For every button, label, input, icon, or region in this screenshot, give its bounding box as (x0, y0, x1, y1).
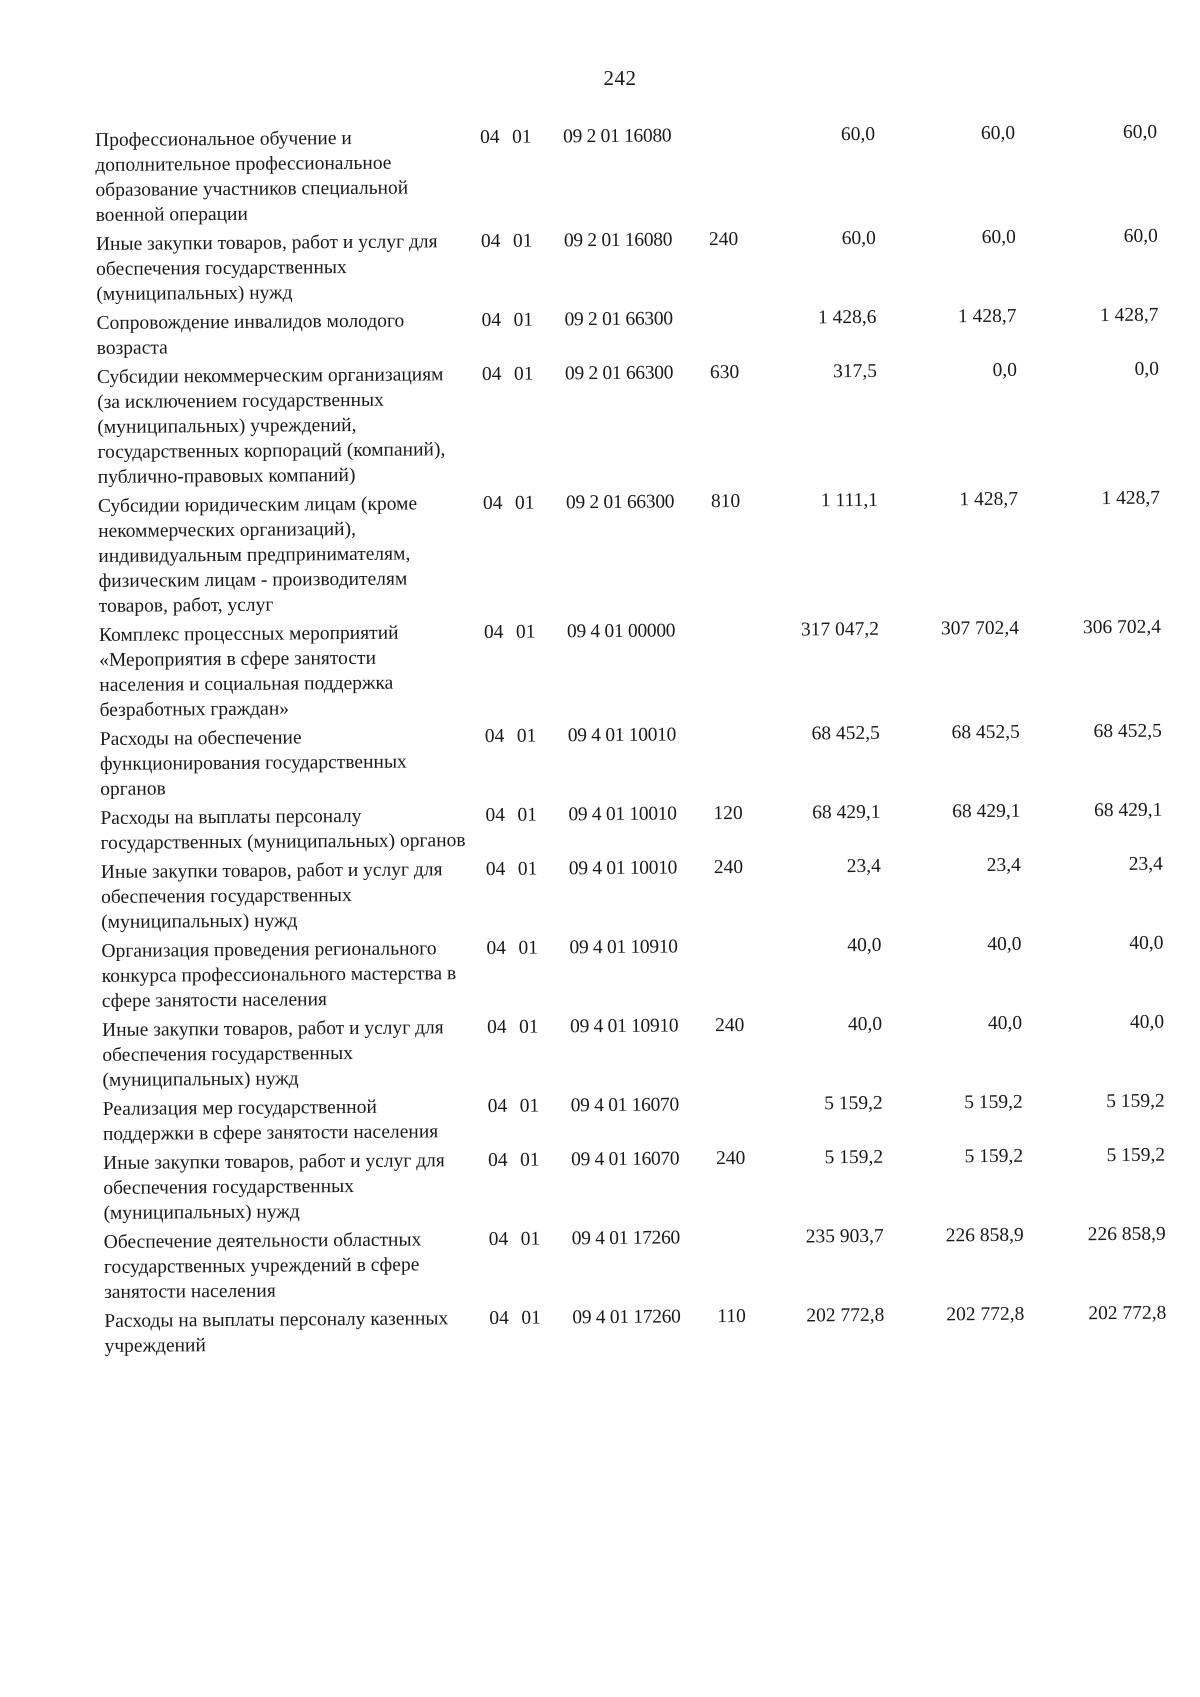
row-amount-year-3: 60,0 (1123, 225, 1158, 247)
row-expense-type: 630 (709, 361, 740, 384)
row-amount-year-3: 40,0 (1129, 932, 1164, 954)
row-name: Субсидии некоммерческим организациям (за исключением государственных (муниципальных) учреждений, государственных корпораций (компаний), публично-правовых компаний) (96, 364, 446, 488)
row-subsection: 01 (518, 1016, 539, 1038)
row-subsection: 01 (519, 1095, 540, 1117)
row-name: Профессиональное обучение и дополнительное профессиональное образование участников специальной военной операции (95, 127, 409, 226)
row-amount-year-2: 0,0 (992, 359, 1018, 381)
table-row (98, 486, 1179, 619)
row-subsection: 01 (518, 937, 539, 959)
row-amount-year-3: 226 858,9 (1087, 1223, 1166, 1246)
row-amount-year-3: 306 702,4 (1082, 616, 1162, 639)
table-row (100, 797, 1180, 855)
row-section: 04 (488, 1228, 509, 1250)
row-section: 04 (486, 937, 507, 959)
table-row (95, 120, 1176, 228)
table-row (104, 1300, 1184, 1358)
table-row (102, 1009, 1183, 1092)
row-subsection: 01 (516, 725, 537, 747)
row-amount-year-1: 60,0 (841, 227, 876, 250)
row-subsection: 01 (514, 492, 535, 514)
row-name: Субсидии юридическим лицам (кроме некоммерческих организаций), индивидуальным предпринимателям, физическим лицам - производителям товаров, работ, услуг (97, 493, 418, 617)
row-name: Обеспечение деятельности областных государственных учреждений в сфере занятости населения (103, 1229, 422, 1303)
row-amount-year-2: 60,0 (980, 122, 1016, 145)
row-name: Иные закупки товаров, работ и услуг для обеспечения государственных (муниципальных) нужд (100, 859, 443, 933)
row-target-code: 09 4 01 10010 (568, 857, 678, 880)
table-row (103, 1142, 1184, 1225)
row-amount-year-3: 5 159,2 (1106, 1144, 1166, 1167)
row-amount-year-1: 68 429,1 (812, 801, 881, 824)
row-amount-year-1: 1 428,6 (817, 306, 877, 329)
budget-table (95, 120, 1185, 1363)
row-target-code: 09 4 01 16070 (570, 1094, 680, 1117)
row-target-code: 09 2 01 16080 (563, 125, 672, 148)
row-amount-year-1: 317 047,2 (800, 618, 880, 641)
row-name: Расходы на выплаты персоналу казенных учреждений (104, 1308, 449, 1357)
row-amount-year-3: 60,0 (1122, 121, 1158, 143)
row-section: 04 (488, 1149, 508, 1171)
row-amount-year-1: 317,5 (832, 360, 878, 383)
row-amount-year-3: 40,0 (1129, 1011, 1165, 1033)
row-section: 04 (485, 804, 505, 826)
row-amount-year-2: 40,0 (987, 933, 1022, 956)
row-expense-type: 240 (716, 1147, 746, 1170)
row-amount-year-3: 1 428,7 (1101, 487, 1161, 510)
row-target-code: 09 4 01 17260 (571, 1227, 681, 1250)
table-row (104, 1221, 1185, 1304)
row-expense-type: 810 (710, 490, 741, 513)
row-amount-year-3: 0,0 (1134, 358, 1160, 380)
row-subsection: 01 (517, 804, 537, 826)
row-subsection: 01 (513, 363, 534, 385)
row-amount-year-1: 40,0 (847, 1013, 883, 1036)
row-amount-year-1: 40,0 (847, 934, 882, 957)
row-subsection: 01 (520, 1228, 541, 1250)
row-target-code: 09 4 01 16070 (571, 1148, 680, 1171)
page-number: 242 (603, 66, 637, 90)
row-subsection: 01 (521, 1307, 541, 1329)
row-section: 04 (480, 126, 500, 148)
row-amount-year-2: 202 772,8 (946, 1303, 1025, 1326)
row-amount-year-1: 23,4 (846, 855, 881, 878)
row-amount-year-3: 202 772,8 (1088, 1302, 1167, 1325)
row-section: 04 (487, 1095, 508, 1117)
row-amount-year-1: 5 159,2 (824, 1146, 884, 1169)
row-subsection: 01 (517, 858, 538, 880)
row-amount-year-2: 68 429,1 (952, 800, 1021, 823)
row-expense-type: 120 (713, 802, 743, 825)
row-name: Расходы на выплаты персоналу государственных (муниципальных) органов (100, 805, 466, 854)
row-subsection: 01 (512, 126, 532, 148)
table-row (96, 224, 1177, 307)
row-name: Реализация мер государственной поддержки в сфере занятости населения (102, 1096, 439, 1145)
row-target-code: 09 2 01 66300 (564, 362, 674, 385)
row-target-code: 09 4 01 10910 (569, 936, 678, 959)
row-section: 04 (481, 363, 502, 385)
row-amount-year-2: 1 428,7 (959, 488, 1019, 511)
row-section: 04 (481, 309, 502, 331)
row-expense-type: 110 (717, 1305, 746, 1328)
row-subsection: 01 (515, 621, 536, 643)
row-amount-year-1: 68 452,5 (811, 722, 880, 745)
row-amount-year-3: 68 429,1 (1094, 799, 1163, 822)
row-amount-year-1: 60,0 (840, 123, 876, 146)
row-expense-type: 240 (714, 1014, 745, 1037)
table-row (100, 718, 1181, 801)
row-section: 04 (480, 230, 501, 252)
row-name: Иные закупки товаров, работ и услуг для обеспечения государственных (муниципальных) нужд (103, 1150, 445, 1224)
row-subsection: 01 (512, 230, 533, 252)
row-name: Иные закупки товаров, работ и услуг для обеспечения государственных (муниципальных) нужд (95, 231, 438, 305)
row-subsection: 01 (513, 309, 534, 331)
table-row (101, 930, 1182, 1013)
row-amount-year-3: 68 452,5 (1093, 720, 1162, 743)
row-name: Иные закупки товаров, работ и услуг для обеспечения государственных (муниципальных) нужд (102, 1017, 444, 1091)
row-amount-year-1: 235 903,7 (805, 1225, 884, 1248)
row-expense-type: 240 (713, 856, 744, 879)
row-target-code: 09 4 01 10010 (568, 803, 677, 826)
row-section: 04 (489, 1307, 509, 1329)
row-expense-type: 240 (708, 228, 739, 251)
row-section: 04 (485, 858, 506, 880)
row-amount-year-2: 68 452,5 (951, 721, 1020, 744)
row-target-code: 09 2 01 66300 (565, 491, 675, 514)
row-amount-year-2: 307 702,4 (940, 617, 1020, 640)
row-target-code: 09 2 01 16080 (563, 229, 673, 252)
row-name: Расходы на обеспечение функционирования государственных органов (99, 727, 407, 800)
row-amount-year-3: 5 159,2 (1106, 1090, 1165, 1113)
row-amount-year-2: 5 159,2 (964, 1145, 1024, 1168)
row-amount-year-2: 60,0 (981, 226, 1016, 249)
row-amount-year-1: 1 111,1 (820, 489, 879, 512)
row-amount-year-1: 5 159,2 (824, 1092, 883, 1115)
row-amount-year-2: 226 858,9 (945, 1224, 1024, 1247)
row-subsection: 01 (520, 1149, 540, 1171)
row-amount-year-3: 1 428,7 (1099, 304, 1159, 327)
row-amount-year-2: 23,4 (986, 854, 1021, 877)
row-target-code: 09 4 01 10910 (569, 1015, 679, 1038)
row-target-code: 09 2 01 66300 (564, 308, 673, 331)
row-section: 04 (484, 725, 505, 747)
table-row (96, 303, 1176, 361)
row-target-code: 09 4 01 10010 (567, 724, 677, 747)
table-row (101, 851, 1182, 934)
table-row (103, 1088, 1183, 1146)
row-section: 04 (483, 621, 504, 643)
row-amount-year-3: 23,4 (1128, 853, 1163, 875)
row-amount-year-2: 5 159,2 (964, 1091, 1023, 1114)
row-amount-year-2: 40,0 (987, 1012, 1023, 1035)
row-target-code: 09 4 01 00000 (566, 620, 676, 643)
row-amount-year-1: 202 772,8 (806, 1304, 885, 1327)
row-target-code: 09 4 01 17260 (572, 1306, 681, 1329)
row-name: Комплекс процессных мероприятий «Мероприятия в сфере занятости населения и социальная поддержка безработных граждан» (98, 622, 399, 721)
row-name: Сопровождение инвалидов молодого возраста (96, 310, 405, 359)
row-amount-year-2: 1 428,7 (957, 305, 1017, 328)
table-row (99, 615, 1180, 723)
table-row (97, 357, 1178, 490)
row-name: Организация проведения регионального конкурса профессионального мастерства в сфере занятости населения (101, 938, 457, 1012)
row-section: 04 (482, 492, 503, 514)
row-section: 04 (486, 1016, 507, 1038)
